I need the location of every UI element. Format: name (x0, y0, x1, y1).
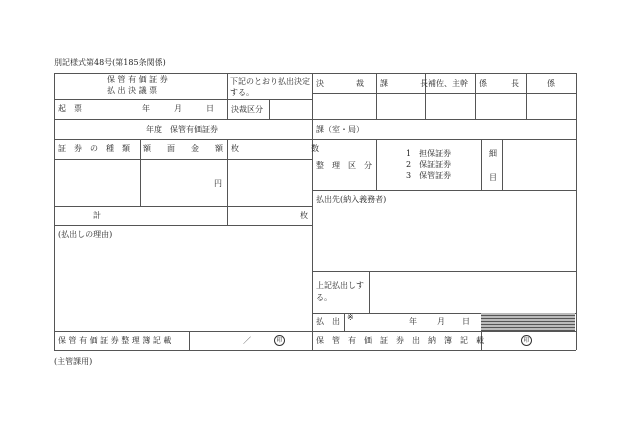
total-label: 計 (93, 211, 101, 220)
kubun-item-2: 2 保証証券 (406, 160, 452, 169)
reason-label: (払出しの理由) (58, 230, 113, 239)
rule (54, 139, 576, 140)
seiri-kubun-label: 整 理 区 分 (316, 161, 372, 170)
payout-month: 月 (437, 317, 445, 326)
rule (376, 73, 377, 119)
seal-stamp-icon (274, 335, 285, 346)
approval-header-hosa: 補佐、主幹 (428, 79, 468, 88)
ledger-left-label: 保 管 有 価 証 券 整 理 簿 記 載 (58, 336, 172, 345)
rule (227, 73, 228, 119)
decide-note: 下記のとおり払出決定する。 (230, 77, 310, 97)
title-line1: 保 管 有 価 証 券 (107, 75, 168, 84)
rule (54, 99, 312, 100)
asterisk-mark: ※ (347, 313, 354, 322)
col-gakumen: 額 面 金 額 (143, 144, 223, 153)
rule (481, 139, 482, 190)
rule (312, 93, 576, 94)
rule (140, 139, 141, 206)
rule (502, 139, 503, 190)
approval-header-kakari: 係 (547, 79, 555, 88)
payout-day: 日 (462, 317, 470, 326)
payout-label: 払 出 (316, 317, 340, 326)
payout-year: 年 (409, 317, 417, 326)
rule (269, 99, 270, 119)
rule (344, 313, 345, 331)
rule (54, 206, 312, 207)
rule (54, 331, 576, 332)
hatched-cell (481, 313, 575, 331)
date-month: 月 (174, 104, 182, 113)
seal-stamp-char: 印 (521, 335, 532, 346)
confirm-label: 上記払出しする。 (316, 281, 364, 302)
rule (54, 225, 312, 226)
rule (54, 119, 576, 120)
mai-unit: 枚 (300, 211, 308, 220)
kessai-kubun-label: 決裁区分 (231, 105, 263, 114)
rule (189, 331, 190, 350)
ka-label: 課（室・局） (316, 125, 364, 134)
ledger-slash: ／ (243, 336, 251, 345)
rule (312, 271, 576, 272)
harai-saki-label: 払出先(納入義務者) (316, 195, 387, 204)
kubun-item-3: 3 保管証券 (406, 171, 452, 180)
rule (312, 190, 576, 191)
seal-stamp-icon (521, 335, 532, 346)
rule (54, 73, 576, 74)
rule (54, 350, 576, 351)
approval-header-kakaricho: 係 長 (479, 79, 519, 88)
date-year: 年 (142, 104, 150, 113)
approval-header-kacho: 課 長 (380, 79, 428, 88)
form-id: 別記様式第48号(第185条関係) (54, 58, 166, 67)
date-day: 日 (206, 104, 214, 113)
yen-unit: 円 (214, 179, 222, 188)
rule (576, 73, 577, 350)
rule (54, 159, 312, 160)
approval-header-kessai: 決 裁 (316, 79, 364, 88)
rule (54, 73, 55, 350)
rule (369, 271, 370, 313)
rule (526, 73, 527, 119)
title-line2: 払 出 決 議 票 (107, 86, 158, 95)
footer-note: (主管課用) (54, 357, 93, 366)
rule (312, 73, 313, 350)
saimoku-1: 細 (489, 149, 497, 158)
ledger-right-label: 保 管 有 価 証 券 出 納 簿 記 載 (316, 336, 484, 345)
kubun-item-1: 1 担保証券 (406, 149, 452, 158)
kihyo-label: 起 票 (58, 104, 82, 113)
rule (475, 73, 476, 119)
seal-stamp-char: 印 (274, 335, 285, 346)
rule (376, 139, 377, 190)
saimoku-2: 目 (489, 173, 497, 182)
col-shurui: 証 券 の 種 類 (58, 144, 130, 153)
col-mai: 枚 数 (231, 144, 319, 153)
nendo-label: 年度 保管有価証券 (146, 125, 218, 134)
rule (227, 139, 228, 225)
